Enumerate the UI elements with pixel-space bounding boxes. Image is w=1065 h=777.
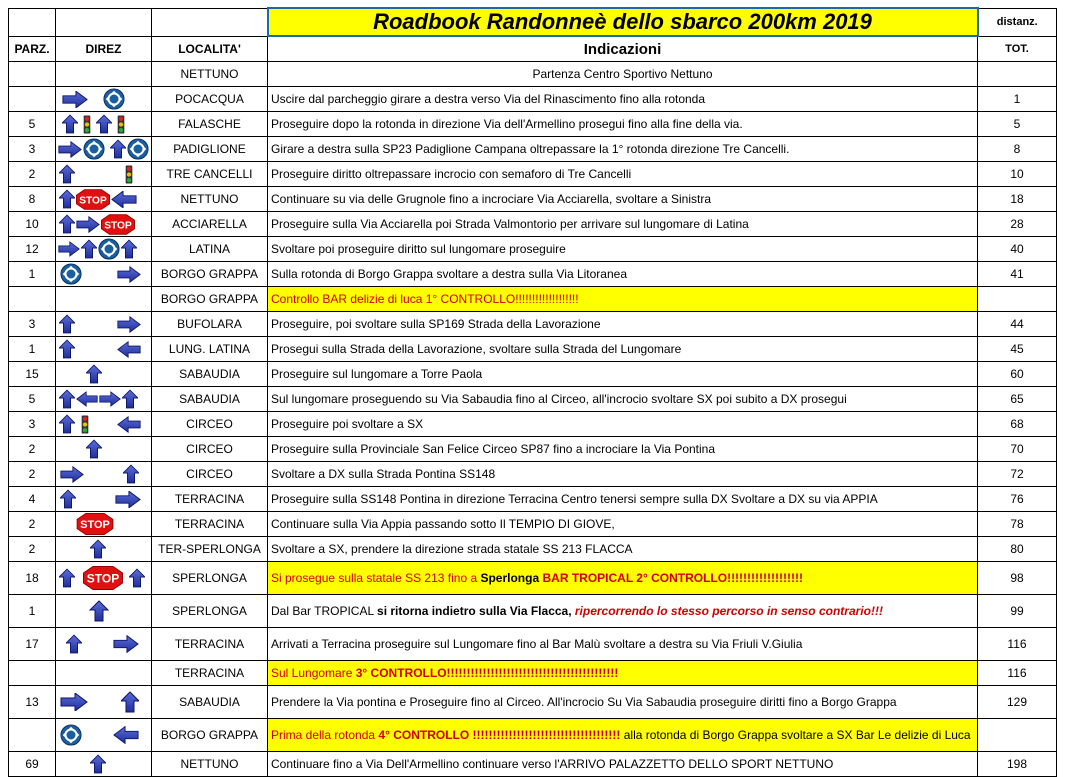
parz-cell: 2 bbox=[9, 537, 56, 562]
arrow-up-icon bbox=[59, 164, 75, 184]
total-cell: 10 bbox=[978, 162, 1057, 187]
direction-cell bbox=[56, 437, 152, 462]
direction-cell bbox=[56, 212, 152, 237]
direction-cell bbox=[56, 312, 152, 337]
roundabout-icon bbox=[60, 724, 82, 746]
arrow-up-icon bbox=[121, 691, 139, 713]
parz-cell: 4 bbox=[9, 487, 56, 512]
instruction-text: Prima della rotonda bbox=[271, 728, 379, 742]
total-cell: 60 bbox=[978, 362, 1057, 387]
direction-cell bbox=[56, 62, 152, 87]
control-label: BAR TROPICAL 2° CONTROLLO!!!!!!!!!!!!!!!!!!! bbox=[539, 571, 803, 585]
total-cell: 80 bbox=[978, 537, 1057, 562]
parz-cell: 3 bbox=[9, 312, 56, 337]
direction-cell bbox=[56, 512, 152, 537]
table-row bbox=[9, 137, 1057, 162]
direction-cell bbox=[56, 237, 152, 262]
direction-cell bbox=[56, 137, 152, 162]
direction-cell bbox=[56, 487, 152, 512]
table-row bbox=[9, 262, 1057, 287]
control-point-cell bbox=[268, 719, 978, 752]
arrow-right-icon bbox=[115, 491, 141, 508]
direction-cell bbox=[56, 262, 152, 287]
table-row bbox=[9, 387, 1057, 412]
instruction-text: Dal Bar TROPICAL bbox=[271, 604, 378, 618]
total-cell: 65 bbox=[978, 387, 1057, 412]
roundabout-icon bbox=[83, 138, 105, 160]
table-row bbox=[9, 87, 1057, 112]
location-cell: NETTUNO bbox=[152, 62, 268, 87]
direction-cell bbox=[56, 362, 152, 387]
instruction-cell: Proseguire dopo la rotonda in direzione Via dell'Armellino prosegui fino alla fine della via. bbox=[268, 112, 978, 137]
location-cell: ACCIARELLA bbox=[152, 212, 268, 237]
direction-cell bbox=[56, 387, 152, 412]
total-cell: 41 bbox=[978, 262, 1057, 287]
parz-cell: 12 bbox=[9, 237, 56, 262]
arrow-right-icon bbox=[60, 693, 88, 711]
parz-cell: 69 bbox=[9, 752, 56, 777]
instruction-cell: Arrivati a Terracina proseguire sul Lungomare fino al Bar Malù svoltare a destra su Via Friuli V.Giulia bbox=[268, 628, 978, 661]
col-localita: LOCALITA' bbox=[152, 36, 268, 62]
arrow-right-icon bbox=[58, 241, 80, 257]
parz-cell bbox=[9, 62, 56, 87]
location-cell: SPERLONGA bbox=[152, 562, 268, 595]
parz-cell: 2 bbox=[9, 162, 56, 187]
col-direz: DIREZ bbox=[56, 36, 152, 62]
table-row bbox=[9, 487, 1057, 512]
instruction-cell: Uscire dal parcheggio girare a destra verso Via del Rinascimento fino alla rotonda bbox=[268, 87, 978, 112]
parz-cell: 3 bbox=[9, 412, 56, 437]
traffic-light-icon bbox=[125, 165, 133, 184]
arrow-right-icon bbox=[58, 141, 82, 158]
arrow-up-icon bbox=[59, 314, 75, 334]
stop-sign-icon bbox=[74, 513, 116, 535]
location-cell: TRE CANCELLI bbox=[152, 162, 268, 187]
instruction-cell: Sul lungomare proseguendo su Via Sabaudia fino al Circeo, all'incrocio svoltare SX poi subito a DX prosegui bbox=[268, 387, 978, 412]
location-cell: TERRACINA bbox=[152, 628, 268, 661]
arrow-up-icon bbox=[122, 389, 138, 409]
parz-cell: 3 bbox=[9, 137, 56, 162]
parz-cell: 10 bbox=[9, 212, 56, 237]
parz-cell: 2 bbox=[9, 462, 56, 487]
direction-cell bbox=[56, 537, 152, 562]
instruction-cell: Proseguire sul lungomare a Torre Paola bbox=[268, 362, 978, 387]
location-cell: PADIGLIONE bbox=[152, 137, 268, 162]
table-row bbox=[9, 237, 1057, 262]
total-cell bbox=[978, 62, 1057, 87]
table-row bbox=[9, 162, 1057, 187]
table-row bbox=[9, 719, 1057, 752]
direction-cell bbox=[56, 112, 152, 137]
instruction-text: Sul Lungomare bbox=[271, 666, 356, 680]
instruction-cell: Partenza Centro Sportivo Nettuno bbox=[268, 62, 978, 87]
arrow-right-icon bbox=[62, 91, 88, 108]
arrow-up-icon bbox=[123, 464, 139, 484]
col-parz: PARZ. bbox=[9, 36, 56, 62]
total-cell: 116 bbox=[978, 628, 1057, 661]
location-cell: TER-SPERLONGA bbox=[152, 537, 268, 562]
location-cell: CIRCEO bbox=[152, 437, 268, 462]
roundabout-icon bbox=[98, 238, 120, 260]
arrow-up-icon bbox=[66, 634, 82, 654]
total-cell: 78 bbox=[978, 512, 1057, 537]
table-row bbox=[9, 512, 1057, 537]
location-cell: TERRACINA bbox=[152, 661, 268, 686]
instruction-cell: Prendere la Via pontina e Proseguire fino al Circeo. All'incrocio Su Via Sabaudia proseguire diritti fino a Borgo Grappa bbox=[268, 686, 978, 719]
table-row bbox=[9, 287, 1057, 312]
total-cell: 40 bbox=[978, 237, 1057, 262]
arrow-up-icon bbox=[59, 339, 75, 359]
parz-cell: 5 bbox=[9, 387, 56, 412]
total-cell: 98 bbox=[978, 562, 1057, 595]
distance-header: distanz. bbox=[978, 8, 1057, 36]
direction-cell bbox=[56, 719, 152, 752]
total-cell: 99 bbox=[978, 595, 1057, 628]
traffic-light-icon bbox=[83, 115, 91, 134]
table-row bbox=[9, 362, 1057, 387]
arrow-up-icon bbox=[59, 214, 75, 234]
total-cell: 72 bbox=[978, 462, 1057, 487]
direction-cell bbox=[56, 661, 152, 686]
parz-cell bbox=[9, 87, 56, 112]
instruction-cell: Continuare fino a Via Dell'Armellino continuare verso l'ARRIVO PALAZZETTO DELLO SPORT NETTUNO bbox=[268, 752, 978, 777]
arrow-up-icon bbox=[81, 239, 97, 259]
control-point-cell bbox=[268, 562, 978, 595]
total-cell bbox=[978, 719, 1057, 752]
instruction-note: alla rotonda di Borgo Grappa svoltare a SX Bar Le delizie di Luca bbox=[620, 728, 971, 742]
location-cell: SABAUDIA bbox=[152, 686, 268, 719]
roundabout-icon bbox=[127, 138, 149, 160]
traffic-light-icon bbox=[81, 415, 89, 434]
total-cell: 28 bbox=[978, 212, 1057, 237]
arrow-right-icon bbox=[76, 216, 100, 233]
instruction-cell: Proseguire sulla SS148 Pontina in direzione Terracina Centro tenersi sempre sulla DX Svoltare a DX su via APPIA bbox=[268, 487, 978, 512]
instruction-cell: Svoltare a SX, prendere la direzione strada statale SS 213 FLACCA bbox=[268, 537, 978, 562]
parz-cell: 2 bbox=[9, 437, 56, 462]
stop-sign-icon bbox=[101, 214, 135, 235]
location-cell: FALASCHE bbox=[152, 112, 268, 137]
table-row bbox=[9, 412, 1057, 437]
arrow-up-icon bbox=[96, 114, 112, 134]
table-row bbox=[9, 628, 1057, 661]
direction-cell bbox=[56, 562, 152, 595]
arrow-up-icon bbox=[86, 600, 112, 622]
table-row bbox=[9, 187, 1057, 212]
control-label: 3° CONTROLLO!!!!!!!!!!!!!!!!!!!!!!!!!!!!!!!!!!!!!!!!!!! bbox=[355, 666, 619, 680]
arrow-up-icon bbox=[86, 364, 102, 384]
table-row bbox=[9, 595, 1057, 628]
total-cell: 198 bbox=[978, 752, 1057, 777]
table-row bbox=[9, 437, 1057, 462]
header-row bbox=[9, 36, 1057, 62]
direction-cell bbox=[56, 462, 152, 487]
location-cell: NETTUNO bbox=[152, 752, 268, 777]
location-cell: BORGO GRAPPA bbox=[152, 719, 268, 752]
direction-cell bbox=[56, 628, 152, 661]
instruction-cell: Continuare sulla Via Appia passando sotto Il TEMPIO DI GIOVE, bbox=[268, 512, 978, 537]
col-indicazioni: Indicazioni bbox=[268, 36, 978, 62]
instruction-cell: Svoltare a DX sulla Strada Pontina SS148 bbox=[268, 462, 978, 487]
location-cell: TERRACINA bbox=[152, 487, 268, 512]
parz-cell bbox=[9, 287, 56, 312]
col-tot: TOT. bbox=[978, 36, 1057, 62]
direction-cell bbox=[56, 162, 152, 187]
instruction-cell: Proseguire, poi svoltare sulla SP169 Strada della Lavorazione bbox=[268, 312, 978, 337]
parz-cell: 17 bbox=[9, 628, 56, 661]
location-cell: CIRCEO bbox=[152, 412, 268, 437]
table-row bbox=[9, 661, 1057, 686]
table-row bbox=[9, 752, 1057, 777]
total-cell: 8 bbox=[978, 137, 1057, 162]
total-cell: 116 bbox=[978, 661, 1057, 686]
parz-cell: 1 bbox=[9, 337, 56, 362]
table-row bbox=[9, 112, 1057, 137]
parz-cell bbox=[9, 661, 56, 686]
total-cell: 1 bbox=[978, 87, 1057, 112]
table-row bbox=[9, 537, 1057, 562]
parz-cell: 5 bbox=[9, 112, 56, 137]
instruction-place: Sperlonga bbox=[480, 571, 540, 585]
location-cell: BUFOLARA bbox=[152, 312, 268, 337]
roadbook-table bbox=[8, 7, 1057, 777]
arrow-up-icon bbox=[110, 139, 126, 159]
instruction-cell: Proseguire sulla Via Acciarella poi Strada Valmontorio per arrivare sul lungomare di Latina bbox=[268, 212, 978, 237]
parz-cell: 15 bbox=[9, 362, 56, 387]
roundabout-icon bbox=[60, 263, 82, 285]
parz-cell: 18 bbox=[9, 562, 56, 595]
location-cell: BORGO GRAPPA bbox=[152, 287, 268, 312]
instruction-cell: Proseguire poi svoltare a SX bbox=[268, 412, 978, 437]
arrow-up-icon bbox=[90, 539, 106, 559]
arrow-left-icon bbox=[117, 416, 141, 433]
location-cell: SABAUDIA bbox=[152, 387, 268, 412]
arrow-left-icon bbox=[117, 341, 141, 358]
title-row bbox=[9, 8, 1057, 36]
instruction-cell: Proseguire diritto oltrepassare incrocio con semaforo di Tre Cancelli bbox=[268, 162, 978, 187]
parz-cell: 1 bbox=[9, 595, 56, 628]
traffic-light-icon bbox=[117, 115, 125, 134]
instruction-bold: si ritorna indietro sulla Via Flacca, bbox=[377, 604, 572, 618]
arrow-left-icon bbox=[113, 726, 139, 744]
arrow-left-icon bbox=[111, 191, 137, 208]
arrow-up-icon bbox=[59, 414, 75, 434]
arrow-left-icon bbox=[76, 391, 98, 407]
table-row bbox=[9, 62, 1057, 87]
arrow-up-icon bbox=[62, 114, 78, 134]
arrow-up-icon bbox=[86, 439, 102, 459]
direction-cell bbox=[56, 752, 152, 777]
arrow-right-icon bbox=[113, 635, 139, 653]
control-label: 4° CONTROLLO !!!!!!!!!!!!!!!!!!!!!!!!!!!!!!!!!!!!! bbox=[378, 728, 621, 742]
total-cell: 44 bbox=[978, 312, 1057, 337]
total-cell: 76 bbox=[978, 487, 1057, 512]
table-row bbox=[9, 462, 1057, 487]
direction-cell bbox=[56, 595, 152, 628]
parz-cell: 1 bbox=[9, 262, 56, 287]
stop-sign-icon bbox=[76, 189, 110, 210]
instruction-cell: Proseguire sulla Provinciale San Felice Circeo SP87 fino a incrociare la Via Pontina bbox=[268, 437, 978, 462]
arrow-up-icon bbox=[129, 567, 145, 589]
arrow-up-icon bbox=[60, 489, 76, 509]
instruction-text: Si prosegue sulla statale SS 213 fino a bbox=[271, 571, 481, 585]
total-cell: 5 bbox=[978, 112, 1057, 137]
arrow-right-icon bbox=[117, 316, 141, 333]
location-cell: POCACQUA bbox=[152, 87, 268, 112]
table-row bbox=[9, 337, 1057, 362]
page-title: Roadbook Randonneè dello sbarco 200km 2019 bbox=[268, 8, 978, 36]
table-row bbox=[9, 212, 1057, 237]
total-cell: 18 bbox=[978, 187, 1057, 212]
location-cell: LUNG. LATINA bbox=[152, 337, 268, 362]
instruction-cell bbox=[268, 595, 978, 628]
direction-cell bbox=[56, 187, 152, 212]
arrow-up-icon bbox=[121, 239, 137, 259]
total-cell: 70 bbox=[978, 437, 1057, 462]
total-cell bbox=[978, 287, 1057, 312]
table-row bbox=[9, 686, 1057, 719]
instruction-cell: Sulla rotonda di Borgo Grappa svoltare a destra sulla Via Litoranea bbox=[268, 262, 978, 287]
instruction-cell: Svoltare poi proseguire diritto sul lungomare proseguire bbox=[268, 237, 978, 262]
instruction-cell: Prosegui sulla Strada della Lavorazione, svoltare sulla Strada del Lungomare bbox=[268, 337, 978, 362]
total-cell: 45 bbox=[978, 337, 1057, 362]
instruction-note: ripercorrendo lo stesso percorso in senso contrario!!! bbox=[571, 604, 883, 618]
direction-cell bbox=[56, 287, 152, 312]
parz-cell: 8 bbox=[9, 187, 56, 212]
location-cell: NETTUNO bbox=[152, 187, 268, 212]
instruction-cell: Continuare su via delle Grugnole fino a incrociare Via Acciarella, svoltare a Sinistra bbox=[268, 187, 978, 212]
arrow-up-icon bbox=[59, 189, 75, 209]
location-cell: SPERLONGA bbox=[152, 595, 268, 628]
direction-cell bbox=[56, 412, 152, 437]
control-point-cell bbox=[268, 661, 978, 686]
location-cell: CIRCEO bbox=[152, 462, 268, 487]
control-point-cell: Controllo BAR delizie di luca 1° CONTROLLO!!!!!!!!!!!!!!!!!!! bbox=[268, 287, 978, 312]
instruction-cell: Girare a destra sulla SP23 Padiglione Campana oltrepassare la 1° rotonda direzione Tre Cancelli. bbox=[268, 137, 978, 162]
parz-cell: 13 bbox=[9, 686, 56, 719]
roundabout-icon bbox=[103, 88, 125, 110]
direction-cell bbox=[56, 686, 152, 719]
location-cell: BORGO GRAPPA bbox=[152, 262, 268, 287]
total-cell: 129 bbox=[978, 686, 1057, 719]
direction-cell bbox=[56, 337, 152, 362]
direction-cell bbox=[56, 87, 152, 112]
table-row bbox=[9, 562, 1057, 595]
parz-cell bbox=[9, 719, 56, 752]
location-cell: LATINA bbox=[152, 237, 268, 262]
stop-sign-icon bbox=[82, 566, 124, 590]
arrow-up-icon bbox=[90, 754, 106, 774]
arrow-right-icon bbox=[60, 466, 84, 483]
arrow-right-icon bbox=[117, 266, 141, 283]
location-cell: TERRACINA bbox=[152, 512, 268, 537]
arrow-up-icon bbox=[59, 567, 75, 589]
arrow-up-icon bbox=[59, 389, 75, 409]
location-cell: SABAUDIA bbox=[152, 362, 268, 387]
table-row bbox=[9, 312, 1057, 337]
parz-cell: 2 bbox=[9, 512, 56, 537]
total-cell: 68 bbox=[978, 412, 1057, 437]
arrow-right-icon bbox=[99, 391, 121, 407]
